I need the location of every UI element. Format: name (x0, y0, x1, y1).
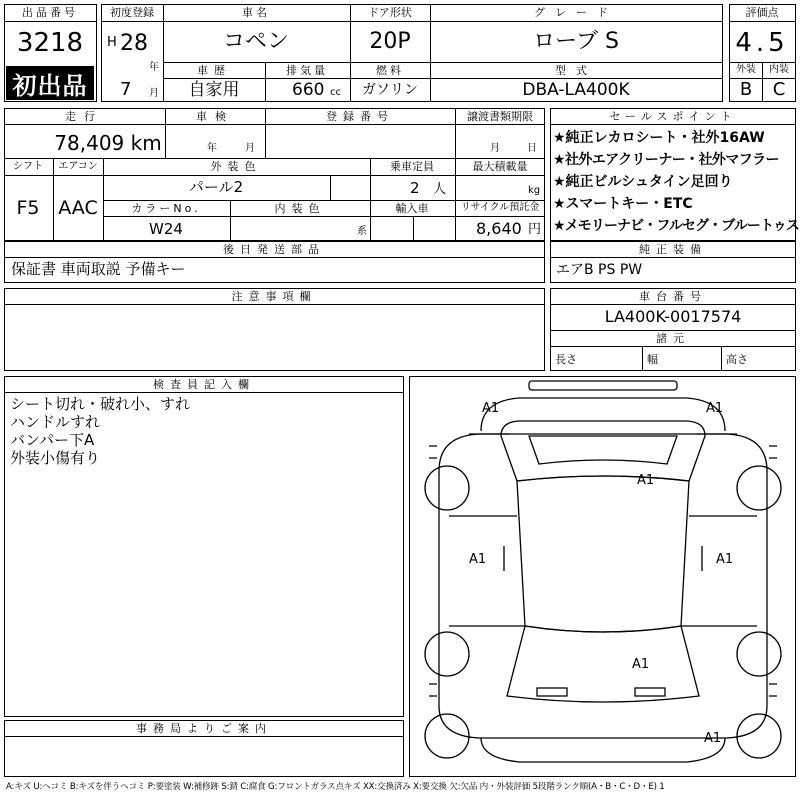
ext-label: 外装 (736, 64, 756, 75)
sales-point-5: ★メモリーナビ・フルセグ・ブルートゥス (553, 218, 799, 234)
trans-month-unit: 月 (490, 143, 500, 154)
car-diagram (409, 376, 796, 777)
interior-label: 内装色 (274, 202, 326, 215)
fuel-label: 燃料 (376, 64, 404, 77)
history: 自家用 (188, 80, 240, 100)
shift: F5 (16, 197, 40, 219)
car-name-label: 車名 (242, 6, 270, 19)
insp-month-unit: 月 (245, 143, 255, 154)
door-label: ドア形状 (368, 6, 412, 19)
chassis-number: LA400K-0017574 (604, 307, 742, 326)
later-parts: 保証書 車両取説 予備キー (11, 260, 186, 278)
score-label: 評価点 (745, 6, 779, 19)
damage-mark-2: A1 (706, 401, 724, 416)
inspector-line-2: ハンドルすれ (10, 413, 101, 431)
car-name: コペン (222, 29, 290, 54)
color-label: 外装色 (210, 160, 262, 173)
inspector-line-1: シート切れ・破れ小、すれ (10, 395, 191, 413)
inspector-label: 検査員記入欄 (153, 378, 255, 391)
office-label: 事務局よりご案内 (136, 722, 272, 735)
inspection-label: 車検 (196, 110, 234, 123)
damage-mark-1: A1 (482, 401, 500, 416)
sales-point-2: ★社外エアクリーナー・社外マフラー (553, 152, 779, 168)
inspector-line-4: 外装小傷有り (10, 449, 101, 467)
model: DBA-LA400K (522, 80, 630, 100)
insp-year-unit: 年 (207, 143, 217, 154)
sales-point-3: ★純正ビルシュタイン足回り (553, 174, 733, 190)
grade-label: グレード (534, 6, 618, 19)
color: パール2 (188, 178, 244, 196)
notes-label: 注意事項欄 (231, 290, 317, 303)
later-parts-label: 後日発送部品 (223, 243, 325, 256)
disp-label: 排気量 (286, 64, 328, 77)
legend: A:キズ U:ヘコミ B:キズを伴うヘコミ P:要塗装 W:補修跡 S:錆 C:腐食 G:フロントガラス点キズ XX:交換済み X:要交換 欠:欠品 内・外装評価 5段階ランク順(A・B・C・D・E) 1 (6, 782, 665, 792)
ac: AAC (58, 197, 98, 219)
disp-unit: cc (330, 87, 341, 98)
int-label: 内装 (769, 64, 789, 75)
damage-mark-4: A1 (469, 552, 487, 567)
recycle: 8,640 (476, 219, 522, 238)
color-no-label: カラーNo. (131, 202, 201, 215)
capacity: 2 (410, 179, 420, 197)
capacity-label: 乗車定員 (390, 160, 434, 173)
sales-point-1: ★純正レカロシート・社外16AW (553, 130, 765, 146)
equip-label: 純正装備 (639, 243, 707, 256)
int-grade: C (772, 79, 786, 100)
sales-label: セールスポイント (609, 110, 737, 123)
lot-number: 3218 (16, 28, 84, 58)
recycle-unit: 円 (528, 222, 542, 237)
grade: ローブ S (533, 29, 619, 54)
mileage-label: 走行 (65, 110, 103, 123)
transfer-label: 譲渡書類期限 (467, 110, 533, 123)
spec-length: 長さ (555, 353, 577, 366)
era: H (107, 35, 117, 50)
equip: エアB PS PW (556, 262, 643, 278)
mileage: 78,409 km (54, 131, 162, 155)
spec-height: 高さ (726, 353, 748, 366)
history-label: 車歴 (197, 64, 231, 77)
ac-label: エアコン (58, 161, 98, 172)
month-unit: 月 (149, 88, 159, 99)
load-label: 最大積載量 (472, 160, 528, 173)
score: 4.5 (735, 28, 789, 58)
color-no: W24 (149, 220, 183, 238)
disp: 660 (292, 80, 325, 100)
first-listing-badge: 初出品 (6, 66, 94, 100)
recycle-label: リサイクル預託金 (460, 202, 540, 213)
ext-grade: B (739, 79, 753, 100)
trans-day-unit: 日 (527, 143, 537, 154)
load-unit: kg (528, 185, 541, 196)
damage-mark-5: A1 (716, 552, 734, 567)
import-label: 輸入車 (395, 202, 429, 215)
capacity-unit: 人 (433, 182, 447, 197)
shift-label: シフト (13, 161, 43, 172)
first-reg-label: 初度登録 (110, 6, 154, 19)
interior-unit: 系 (357, 226, 367, 237)
plate-label: 登録番号 (326, 110, 394, 123)
reg-year: 28 (120, 31, 148, 56)
damage-mark-6: A1 (632, 657, 650, 672)
inspector-line-3: バンパー下A (10, 431, 95, 449)
sales-point-4: ★スマートキー・ETC (553, 196, 693, 212)
year-unit: 年 (149, 62, 159, 73)
spec-label: 諸元 (656, 332, 690, 345)
fuel: ガソリン (362, 82, 418, 98)
door: 20P (369, 29, 411, 54)
model-label: 型式 (555, 64, 597, 77)
reg-month: 7 (120, 79, 132, 100)
damage-mark-3: A1 (637, 473, 655, 488)
chassis-label: 車台番号 (639, 290, 707, 303)
damage-mark-7: A1 (704, 731, 722, 746)
lot-label: 出品番号 (22, 6, 78, 19)
spec-width: 幅 (647, 353, 658, 366)
